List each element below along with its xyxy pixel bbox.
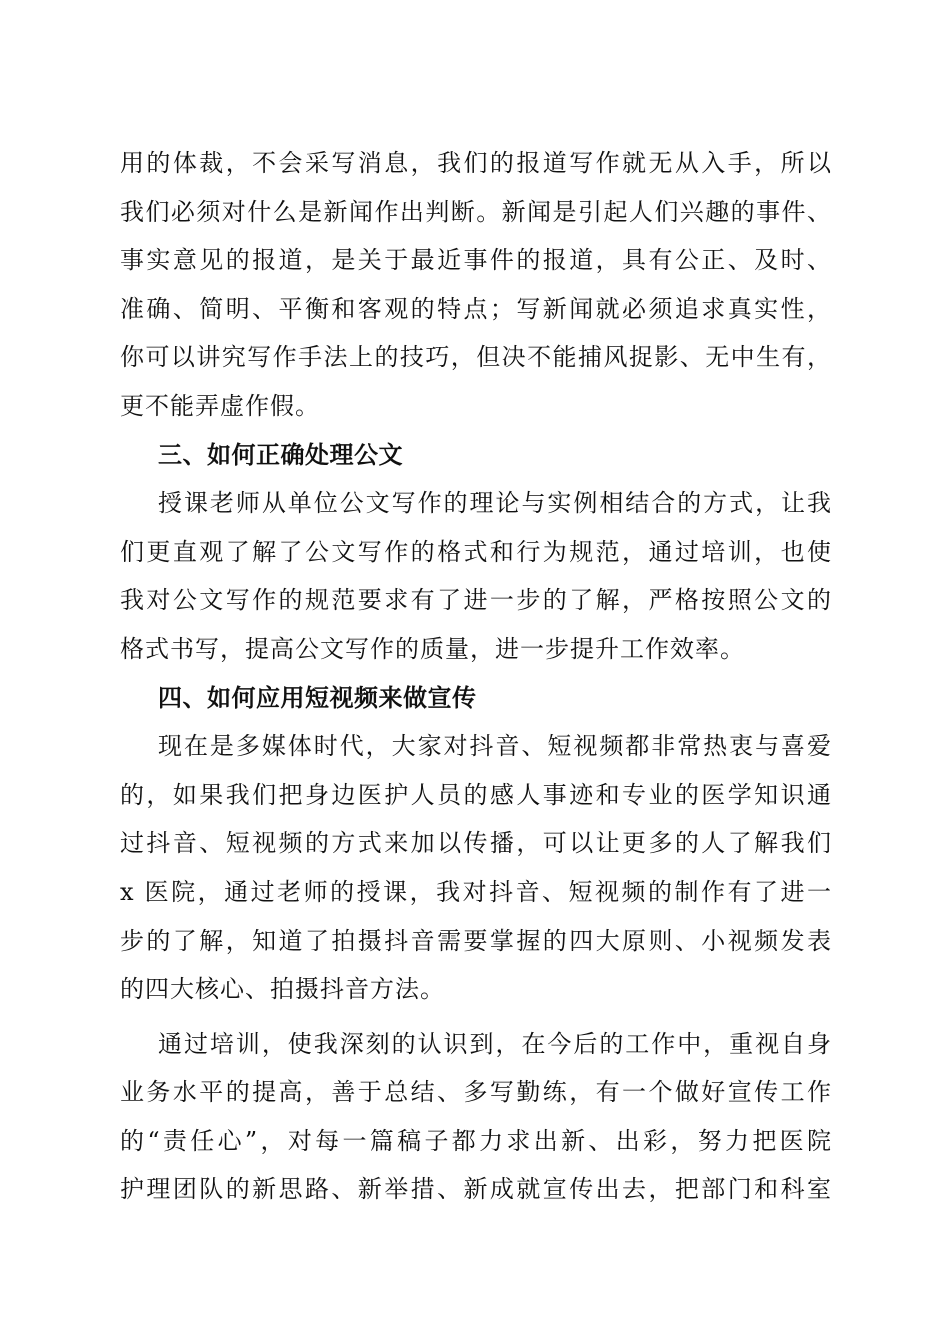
text-line: 的“责任心”，对每一篇稿子都力求出新、出彩，努力把医院: [120, 1126, 832, 1155]
text-line: 我们必须对什么是新闻作出判断。新闻是引起人们兴趣的事件、: [120, 197, 832, 226]
text-line: 授课老师从单位公文写作的理论与实例相结合的方式，让我: [158, 489, 832, 518]
text-line: 通过培训，使我深刻的认识到，在今后的工作中，重视自身: [158, 1029, 832, 1058]
text-line: 事实意见的报道，是关于最近事件的报道，具有公正、及时、: [120, 246, 832, 275]
text-line: 更不能弄虚作假。: [120, 391, 320, 420]
text-line: x 医院，通过老师的授课，我对抖音、短视频的制作有了进一: [120, 877, 832, 906]
text-line: 格式书写，提高公文写作的质量，进一步提升工作效率。: [120, 634, 745, 663]
section-heading-4: 四、如何应用短视频来做宣传: [158, 683, 477, 712]
text-line: 护理团队的新思路、新举措、新成就宣传出去，把部门和科室: [120, 1175, 832, 1204]
text-line: 现在是多媒体时代，大家对抖音、短视频都非常热衷与喜爱: [158, 732, 832, 761]
intro-paragraph: [120, 139, 832, 431]
text-line: 我对公文写作的规范要求有了进一步的了解，严格按照公文的: [120, 586, 832, 615]
section3-paragraph: [120, 479, 832, 673]
section4-paragraph: [120, 722, 832, 1014]
text-line: 的，如果我们把身边医护人员的感人事迹和专业的医学知识通: [120, 780, 832, 809]
text-line: 准确、简明、平衡和客观的特点；写新闻就必须追求真实性，: [120, 294, 832, 323]
text-line: 们更直观了解了公文写作的格式和行为规范，通过培训，也使: [120, 537, 832, 566]
closing-paragraph: [120, 1020, 832, 1214]
text-line: 过抖音、短视频的方式来加以传播，可以让更多的人了解我们: [120, 829, 832, 858]
text-line: 你可以讲究写作手法上的技巧，但决不能捕风捉影、无中生有，: [120, 343, 832, 372]
text-line: 步的了解，知道了拍摄抖音需要掌握的四大原则、小视频发表: [120, 926, 832, 955]
text-line: 的四大核心、拍摄抖音方法。: [120, 975, 445, 1004]
document-body: [120, 139, 832, 1214]
text-line: 业务水平的提高，善于总结、多写勤练，有一个做好宣传工作: [120, 1078, 832, 1107]
text-line: 用的体裁，不会采写消息，我们的报道写作就无从入手，所以: [120, 149, 832, 177]
section-heading-3: 三、如何正确处理公文: [158, 440, 403, 469]
